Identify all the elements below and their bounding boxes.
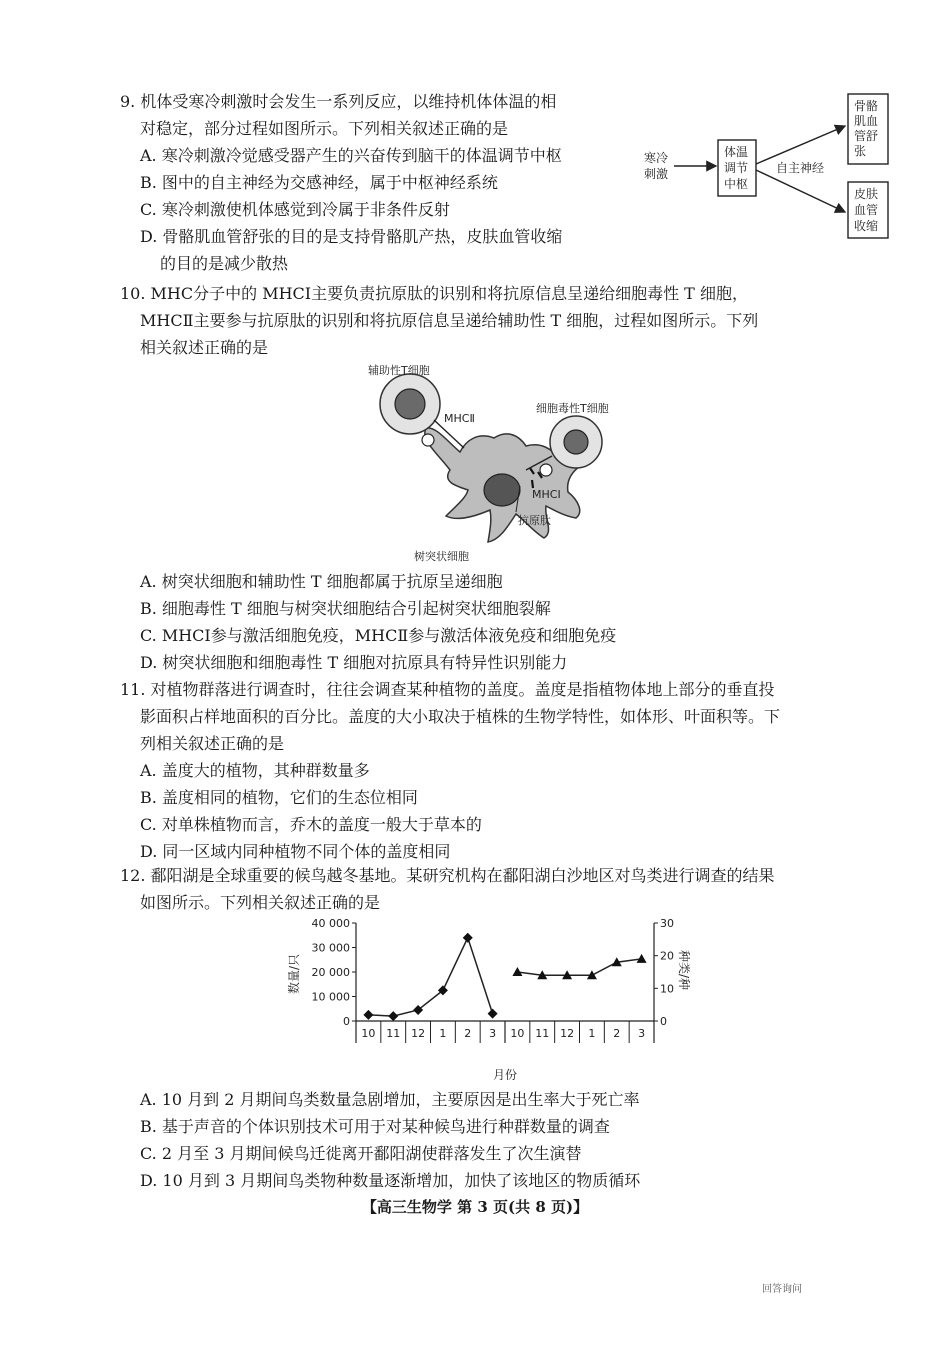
- q9-top-l1: 骨骼: [854, 99, 879, 113]
- chart-x-tick-label: 3: [638, 1027, 646, 1040]
- question-10: [120, 280, 758, 361]
- chart-left-tick-label: 30 000: [311, 941, 350, 955]
- chart-point-diamond: [488, 1009, 498, 1019]
- q10-stem-cont2: 相关叙述正确的是: [140, 338, 269, 357]
- q12-option-b[interactable]: B. 基于声音的个体识别技术可用于对某种候鸟进行种群数量的调查: [140, 1117, 610, 1136]
- chart-point-triangle: [512, 967, 522, 976]
- bottom-mark: 回答询问: [762, 1284, 802, 1295]
- q9-top-l2: 肌血: [854, 114, 879, 128]
- page-footer: 【高三生物学 第 3 页(共 8 页)】: [361, 1198, 589, 1216]
- chart-point-diamond: [363, 1010, 373, 1020]
- chart-ylabel-left: 数量/只: [287, 953, 301, 994]
- chart-left-tick-label: 10 000: [311, 990, 350, 1004]
- q10-stem-cont: MHCⅡ主要参与抗原肽的识别和将抗原信息呈递给辅助性 T 细胞，过程如图所示。下列: [140, 311, 759, 330]
- q12-stem: 12. 鄱阳湖是全球重要的候鸟越冬基地。某研究机构在鄱阳湖白沙地区对鸟类进行调查的结果: [120, 866, 775, 885]
- q9-option-d-cont: 的目的是减少散热: [160, 254, 289, 273]
- chart-x-tick-label: 2: [464, 1027, 472, 1040]
- q9-top-l4: 张: [854, 144, 867, 158]
- q9-arrow-bottom: [756, 170, 845, 212]
- q12-option-a[interactable]: A. 10 月到 2 月期间鸟类数量急剧增加，主要原因是出生率大于死亡率: [140, 1090, 640, 1109]
- chart-x-tick-label: 1: [588, 1027, 596, 1040]
- q9-bot-l3: 收缩: [854, 219, 879, 233]
- q9-bot-l2: 血管: [854, 203, 879, 217]
- q10-option-d[interactable]: D. 树突状细胞和细胞毒性 T 细胞对抗原具有特异性识别能力: [140, 653, 568, 672]
- q9-option-a[interactable]: A. 寒冷刺激冷觉感受器产生的兴奋传到脑干的体温调节中枢: [140, 146, 562, 165]
- q9-option-d[interactable]: D. 骨骼肌血管舒张的目的是支持骨骼肌产热，皮肤血管收缩: [140, 227, 563, 246]
- chart-x-tick-label: 11: [386, 1027, 401, 1040]
- q12-option-c[interactable]: C. 2 月至 3 月期间候鸟迁徙离开鄱阳湖使群落发生了次生演替: [140, 1144, 582, 1163]
- q10-option-b[interactable]: B. 细胞毒性 T 细胞与树突状细胞结合引起树突状细胞裂解: [140, 599, 551, 618]
- q11-option-b[interactable]: B. 盖度相同的植物，它们的生态位相同: [140, 788, 418, 807]
- q10-option-a[interactable]: A. 树突状细胞和辅助性 T 细胞都属于抗原呈递细胞: [140, 572, 503, 591]
- q9-stem: 9. 机体受寒冷刺激时会发生一系列反应，以维持机体体温的相: [120, 92, 557, 111]
- q9-option-c[interactable]: C. 寒冷刺激使机体感觉到冷属于非条件反射: [140, 200, 450, 219]
- q9-bot-l1: 皮肤: [854, 187, 879, 201]
- q12-option-d[interactable]: D. 10 月到 3 月期间鸟类物种数量逐渐增加，加快了该地区的物质循环: [140, 1171, 641, 1190]
- q9-arrow-top: [756, 126, 845, 164]
- q9-diagram: [640, 90, 900, 245]
- chart-point-diamond: [463, 933, 473, 943]
- chart-x-tick-label: 3: [489, 1027, 497, 1040]
- chart-x-tick-label: 2: [613, 1027, 621, 1040]
- q11-stem: 11. 对植物群落进行调查时，往往会调查某种植物的盖度。盖度是指植物体地上部分的垂直投: [120, 680, 775, 699]
- chart-right-tick-label: 0: [660, 1015, 667, 1028]
- chart-ylabel-right: 种类/种: [677, 950, 691, 991]
- label-mhc1: MHCⅠ: [532, 488, 561, 501]
- chart-left-tick-label: 20 000: [311, 966, 350, 979]
- q11-option-c[interactable]: C. 对单株植物而言，乔木的盖度一般大于草本的: [140, 815, 482, 834]
- chart-x-tick-label: 12: [411, 1027, 426, 1040]
- question-11: [120, 676, 780, 865]
- chart-left-tick-label: 40 000: [311, 917, 350, 930]
- label-cytotoxic-t: 细胞毒性T细胞: [536, 402, 609, 415]
- q11-option-a[interactable]: A. 盖度大的植物，其种群数量多: [140, 761, 370, 780]
- q9-center-l3: 中枢: [724, 177, 749, 191]
- chart-x-tick-label: 1: [439, 1027, 447, 1040]
- chart-point-triangle: [637, 954, 647, 963]
- q9-stimulus-l2: 刺激: [644, 167, 669, 181]
- q11-stem-cont2: 列相关叙述正确的是: [140, 734, 285, 753]
- q12-stem-cont: 如图所示。下列相关叙述正确的是: [140, 893, 381, 912]
- label-dendritic-cell: 树突状细胞: [414, 550, 469, 563]
- question-9: [120, 88, 562, 277]
- dendritic-cell-nucleus: [484, 474, 520, 506]
- question-12: [120, 862, 775, 916]
- q9-center-l2: 调节: [724, 161, 749, 175]
- question-12-options: [120, 1086, 640, 1194]
- chart-x-tick-label: 11: [535, 1027, 550, 1040]
- label-mhc2: MHCⅡ: [444, 412, 475, 425]
- q9-top-l3: 管舒: [854, 129, 879, 143]
- chart-series-line: [368, 938, 492, 1016]
- q9-stem-cont: 对稳定，部分过程如图所示。下列相关叙述正确的是: [140, 119, 509, 138]
- chart-right-tick-label: 20: [660, 949, 674, 963]
- mhc1-receptor: [540, 464, 552, 476]
- chart-right-tick-label: 30: [660, 917, 674, 930]
- q9-option-b[interactable]: B. 图中的自主神经为交感神经，属于中枢神经系统: [140, 173, 498, 192]
- q12-chart: [282, 915, 702, 1085]
- q10-option-c[interactable]: C. MHCⅠ参与激活细胞免疫，MHCⅡ参与激活体液免疫和细胞免疫: [140, 626, 617, 645]
- label-helper-t: 辅助性T细胞: [368, 364, 430, 377]
- chart-x-tick-label: 10: [510, 1027, 525, 1040]
- chart-xlabel: 月份: [492, 1068, 518, 1082]
- chart-series-line: [517, 959, 641, 975]
- q11-option-d[interactable]: D. 同一区域内同种植物不同个体的盖度相同: [140, 842, 451, 861]
- q9-nerve-label: 自主神经: [776, 161, 825, 175]
- q11-stem-cont: 影面积占样地面积的百分比。盖度的大小取决于植株的生物学特性，如体形、叶面积等。下: [140, 707, 781, 726]
- q9-stimulus-l1: 寒冷: [644, 151, 669, 165]
- q9-center-l1: 体温: [724, 145, 749, 159]
- q10-figure: [340, 360, 660, 568]
- label-antigen: 抗原肽: [518, 514, 551, 527]
- mhc2-receptor: [422, 434, 434, 446]
- chart-point-diamond: [388, 1011, 398, 1021]
- cytotoxic-t-nucleus: [564, 430, 588, 454]
- chart-x-tick-label: 12: [560, 1027, 575, 1040]
- chart-left-tick-label: 0: [343, 1015, 350, 1028]
- q10-stem: 10. MHC分子中的 MHCⅠ主要负责抗原肽的识别和将抗原信息呈递给细胞毒性 T 细胞，: [120, 284, 748, 303]
- chart-right-tick-label: 10: [660, 982, 674, 996]
- helper-t-nucleus: [395, 389, 425, 419]
- chart-x-tick-label: 10: [361, 1027, 376, 1040]
- question-10-options: [120, 568, 616, 676]
